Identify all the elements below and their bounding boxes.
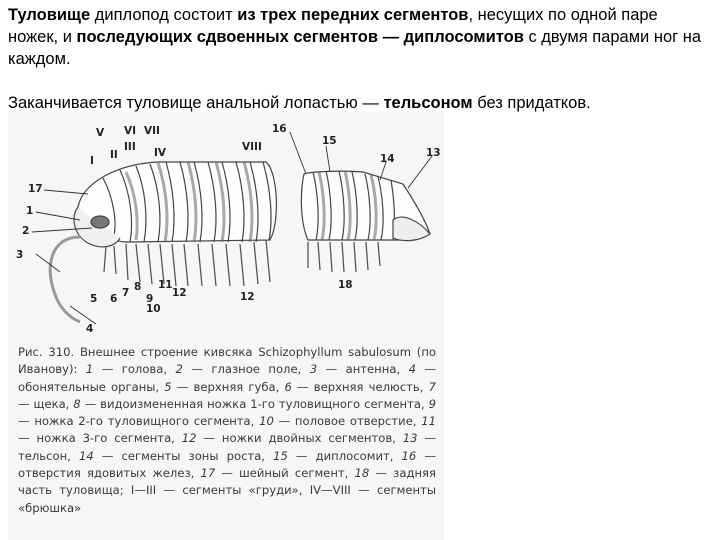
caption-num: 18 xyxy=(354,466,370,481)
millipede-illustration xyxy=(8,112,444,342)
label-18: 18 xyxy=(338,279,353,291)
intro-text-3: с двумя парами ног на каждом. xyxy=(8,28,702,68)
label-VIII: VIII xyxy=(242,141,262,153)
telson-text-1: Заканчивается туловище анальной лопастью — xyxy=(8,94,384,112)
label-16: 16 xyxy=(272,123,287,135)
caption-num: 3 xyxy=(309,362,318,377)
telson-bold: тельсоном xyxy=(383,94,473,112)
caption-num: 7 xyxy=(428,379,436,394)
label-4: 4 xyxy=(86,323,94,335)
caption-num: 8 xyxy=(73,396,81,411)
label-12b: 12 xyxy=(240,291,255,303)
caption-num: 12 xyxy=(181,431,197,446)
caption-text: — шейный сегмент, xyxy=(215,466,355,481)
rear-body-drawing xyxy=(301,171,430,272)
label-I: I xyxy=(90,155,94,167)
caption-text: — голова, xyxy=(93,362,176,377)
label-II: II xyxy=(110,149,118,161)
caption-num: 17 xyxy=(200,466,216,481)
caption-num: 4 xyxy=(408,362,416,377)
caption-text: — верхняя губа, xyxy=(171,379,285,394)
caption-num: 1 xyxy=(85,362,94,377)
caption-text: — видоизмененная ножка 1-го туловищного сегмента, xyxy=(80,396,429,411)
label-III: III xyxy=(124,141,136,153)
intro-bold-3: последующих сдвоенных сегментов — диплосомитов xyxy=(76,28,524,46)
label-7: 7 xyxy=(122,287,130,299)
label-17: 17 xyxy=(28,183,43,195)
caption-text: — тельсон, xyxy=(18,431,437,463)
caption-num: 14 xyxy=(78,448,94,463)
label-6: 6 xyxy=(110,293,118,305)
label-14: 14 xyxy=(380,153,395,165)
label-IV: IV xyxy=(154,147,167,159)
caption-num: 11 xyxy=(421,414,436,429)
label-2: 2 xyxy=(22,225,30,237)
label-V: V xyxy=(96,127,105,139)
caption-num: 6 xyxy=(284,379,292,394)
caption-text: — сегменты зоны роста, xyxy=(93,448,274,463)
caption-num: 15 xyxy=(273,448,288,463)
label-12a: 12 xyxy=(172,287,187,299)
label-1: 1 xyxy=(26,205,34,217)
caption-num: 13 xyxy=(402,431,418,446)
intro-bold-1: Туловище xyxy=(8,6,91,24)
caption-text: — диплосомит, xyxy=(287,448,402,463)
intro-text-2: , несущих по одной паре ножек, и xyxy=(8,6,658,46)
caption-text: — отверстия ядовитых желез, xyxy=(18,448,436,481)
caption-text: — верхняя челюсть, xyxy=(291,379,429,394)
label-9: 9 xyxy=(146,293,154,305)
caption-text: — ножка 3-го сегмента, xyxy=(18,431,182,446)
figure-caption xyxy=(18,344,436,517)
label-11: 11 xyxy=(158,279,173,291)
label-VI: VI xyxy=(124,125,137,137)
label-VII: VII xyxy=(144,125,160,137)
telson-text-2: без придатков. xyxy=(472,94,591,112)
caption-text: — половое отверстие, xyxy=(273,414,422,429)
label-3: 3 xyxy=(16,249,24,261)
caption-text: — антенна, xyxy=(317,362,409,377)
caption-text: — задняя часть туловища; I—III — сегменты «груди», IV—VIII — сегменты «брюшка» xyxy=(18,466,436,515)
caption-text: — щека, xyxy=(18,396,74,411)
caption-text: Рис. 310. Внешнее строение кивсяка Schizophyllum sabulosum (по Иванову): xyxy=(18,345,436,377)
caption-num: 10 xyxy=(259,414,274,429)
caption-num: 16 xyxy=(401,448,417,463)
caption-text: — обонятельные органы, xyxy=(18,362,437,394)
caption-text: — глазное поле, xyxy=(182,362,310,377)
caption-text: — ножка 2-го туловищного сегмента, xyxy=(18,414,260,429)
caption-text: — ножки двойных сегментов, xyxy=(196,431,403,446)
caption-num: 9 xyxy=(428,396,437,411)
label-13: 13 xyxy=(426,147,441,159)
label-8: 8 xyxy=(134,281,142,293)
caption-num: 2 xyxy=(175,362,183,377)
label-5: 5 xyxy=(90,293,98,305)
label-15: 15 xyxy=(322,135,337,147)
caption-num: 5 xyxy=(164,379,172,394)
label-10: 10 xyxy=(146,303,161,315)
telson-paragraph xyxy=(8,92,708,114)
intro-text-1: диплопод состоит xyxy=(90,6,238,24)
intro-bold-2: из трех передних сегментов xyxy=(237,6,469,24)
intro-paragraph xyxy=(8,4,708,70)
